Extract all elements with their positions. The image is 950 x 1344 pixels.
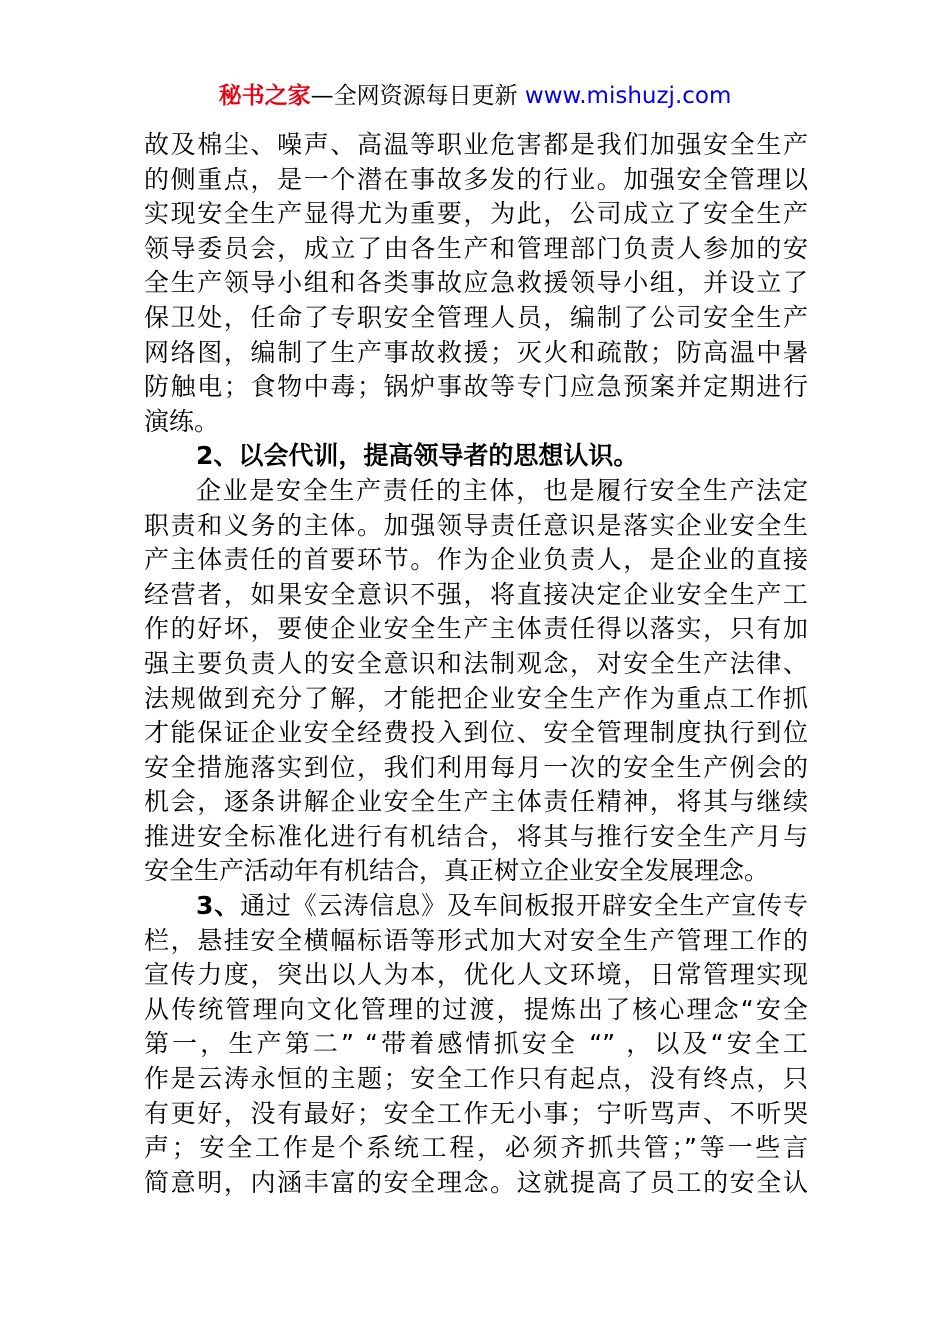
text-line: 才能保证企业安全经费投入到位、安全管理制度执行到位 (144, 718, 808, 748)
text-line: 3、通过《云涛信息》及车间板报开辟安全生产宣传专 (196, 891, 808, 921)
text-line: 安全生产活动年有机结合，真正树立企业安全发展理念。 (144, 856, 770, 886)
header-site-link[interactable]: www.mishuzj.com (524, 83, 732, 109)
text-line: 演练。 (144, 406, 220, 436)
text-line: 职责和义务的主体。加强领导责任意识是落实企业安全生 (144, 510, 808, 540)
text-line: 栏，悬挂安全横幅标语等形式加大对安全生产管理工作的 (144, 925, 808, 955)
text-line: 作是云涛永恒的主题；安全工作只有起点，没有终点，只 (144, 1064, 808, 1094)
text-line: 领导委员会，成立了由各生产和管理部门负责人参加的安 (144, 233, 808, 263)
text-line: 推进安全标准化进行有机结合，将其与推行安全生产月与 (144, 821, 808, 851)
text-line: 从传统管理向文化管理的过渡，提炼出了核心理念“安全 (144, 994, 808, 1024)
text-line: 的侧重点，是一个潜在事故多发的行业。加强安全管理以 (144, 164, 808, 194)
text-line: 强主要负责人的安全意识和法制观念，对安全生产法律、 (144, 648, 808, 678)
document-body (144, 128, 808, 1200)
text-line: 机会，逐条讲解企业安全生产主体责任精神，将其与继续 (144, 787, 808, 817)
paragraph-number: 3、 (196, 891, 241, 921)
text-line: 网络图，编制了生产事故救援；灭火和疏散；防高温中暑 (144, 337, 808, 367)
text-line: 声；安全工作是个系统工程，必须齐抓共管；”等一些言 (144, 1133, 808, 1163)
section-heading: 2、以会代训，提高领导者的思想认识。 (196, 441, 639, 471)
text-line: 全生产领导小组和各类事故应急救援领导小组，并设立了 (144, 268, 808, 298)
text-line: 简意明，内涵丰富的安全理念。这就提高了员工的安全认 (144, 1167, 808, 1197)
text-line: 法规做到充分了解，才能把企业安全生产作为重点工作抓 (144, 683, 808, 713)
text-line: 有更好，没有最好；安全工作无小事；宁听骂声、不听哭 (144, 1098, 808, 1128)
text-line: 经营者，如果安全意识不强，将直接决定企业安全生产工 (144, 579, 808, 609)
text-line: 实现安全生产显得尤为重要，为此，公司成立了安全生产 (144, 199, 808, 229)
text-line: 产主体责任的首要环节。作为企业负责人，是企业的直接 (144, 545, 808, 575)
header-brand: 秘书之家 (218, 83, 311, 109)
text-line: 防触电；食物中毒；锅炉事故等专门应急预案并定期进行 (144, 372, 808, 402)
text-line: 保卫处，任命了专职安全管理人员，编制了公司安全生产 (144, 302, 808, 332)
text-line: 第一，生产第二” “带着感情抓安全 “” ，以及“安全工 (144, 1029, 808, 1059)
text-line: 宣传力度，突出以人为本，优化人文环境，日常管理实现 (144, 960, 808, 990)
header-tagline: —全网资源每日更新 (310, 83, 525, 109)
text-line: 故及棉尘、噪声、高温等职业危害都是我们加强安全生产 (144, 130, 808, 159)
text-line: 作的好坏，要使企业安全生产主体责任得以落实，只有加 (144, 614, 808, 644)
text-line: 安全措施落实到位，我们利用每月一次的安全生产例会的 (144, 752, 808, 782)
text-line: 企业是安全生产责任的主体，也是履行安全生产法定 (196, 475, 808, 505)
page-header (0, 80, 950, 112)
